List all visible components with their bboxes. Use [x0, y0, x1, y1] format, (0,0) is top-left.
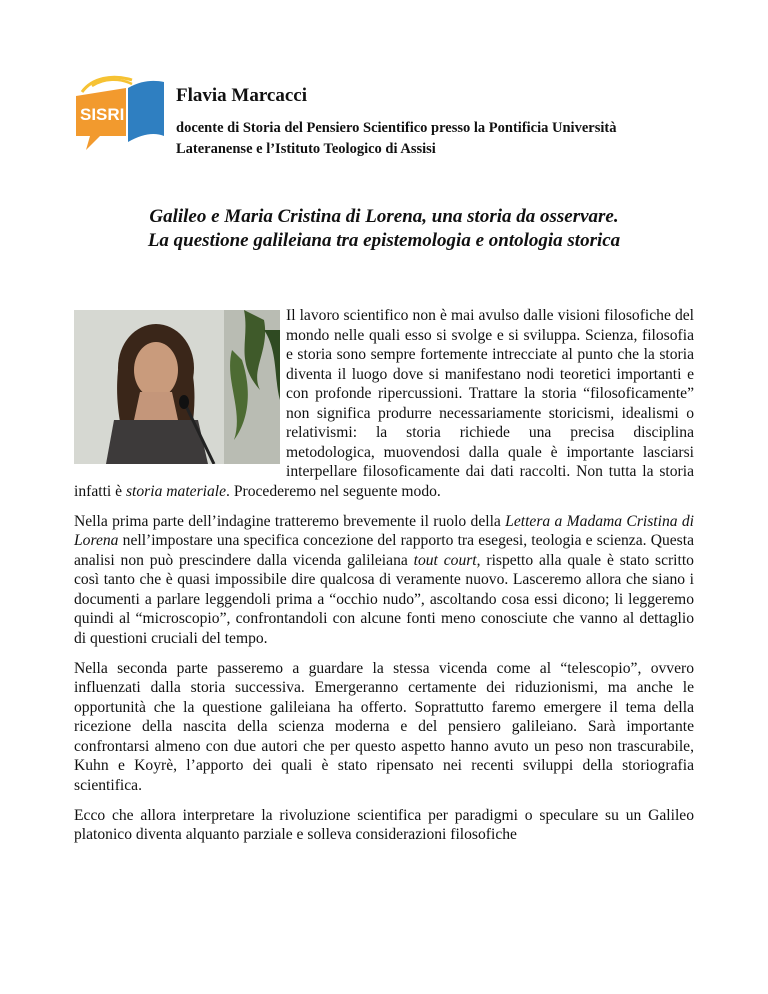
sisri-logo: [72, 74, 170, 154]
title-line-1: Galileo e Maria Cristina di Lorena, una storia da osservare.: [149, 206, 619, 227]
document-body: [74, 306, 694, 855]
paragraph-2-text-end: , rispetto alla quale è stato scritto così tanto che è quasi impossibile dire qualcosa di veramente nuovo. Lasceremo allora che siano i documenti a parlare leggendoli prima a “occhio nudo”, ascoltando cosa essi dicono; li leggeremo quindi al “microscopio”, confrontandoli con alcune fonti meno conosciute che vanno al dettaglio di questioni cruciali del tempo.: [74, 551, 694, 647]
author-role: docente di Storia del Pensiero Scientifico presso la Pontificia Università Lateranense e l’Istituto Teologico di Assisi: [176, 120, 617, 157]
paragraph-3: Nella seconda parte passeremo a guardare la stessa vicenda come al “telescopio”, ovvero influenzati dalla storia successiva. Emergeranno certamente dei riduzionismi, ma anche le opportunità che la questione galileiana ha offerto. Soprattutto faremo emergere il tema della ricezione della nascita della scienza moderna e del pensiero galileiano. Sarà importante confrontarsi almeno con due autori che per questo aspetto hanno avuto un peso non trascurabile, Kuhn e Koyrè, l’apporto dei quali è stato ripensato nei recenti sviluppi della storiografia scientifica.: [74, 659, 694, 794]
paragraph-2-emphasis-lettera: Lettera a Madama Cristina di Lorena: [74, 512, 694, 549]
logo-book-page: [128, 81, 164, 142]
paragraph-2-emphasis-tout-court: tout court: [413, 551, 477, 569]
title-line-2: La questione galileiana tra epistemologia e ontologia storica: [147, 230, 621, 251]
paragraph-1-text-end: . Procederemo nel seguente modo.: [226, 482, 441, 500]
paragraph-1-text: Il lavoro scientifico non è mai avulso dalle visioni filosofiche del mondo nelle quali esso si svolge e si sviluppa. Scienza, filosofia e storia sono sempre fortemente intrecciate al punto che la storia diventa il luogo dove si manifestano nodi teoretici importanti e con profonde ripercussioni. Trattare la storia “filosoficamente” non significa produrre necessariamente storicismi, idealismi o relativismi: la storia richiede una precisa disciplina metodologica, muovendosi dalla quale è importante lasciarsi interpellare filosoficamente dai dati raccolti. Non tutta la storia infatti è: [74, 307, 694, 500]
paragraph-2: [74, 512, 694, 649]
logo-text: SISRI: [80, 105, 125, 124]
paragraph-2-text: Nella prima parte dell’indagine tratteremo brevemente il ruolo della: [74, 512, 506, 530]
header: [72, 74, 712, 164]
paragraph-4: Ecco che allora interpretare la rivoluzione scientifica per paradigmi o speculare su un Galileo platonico diventa alquanto parziale e solleva considerazioni filosofiche: [74, 806, 694, 843]
paragraph-1-emphasis: storia materiale: [125, 482, 227, 500]
paragraph-2-text-mid: nell’impostare una specifica concezione del rapporto tra esegesi, teologia e scienza. Questa analisi non può prescindere dalla vicenda galileiana: [74, 532, 694, 569]
photo-float-space: [74, 306, 286, 464]
author-name: Flavia Marcacci: [176, 85, 308, 106]
document-title: [60, 205, 708, 253]
